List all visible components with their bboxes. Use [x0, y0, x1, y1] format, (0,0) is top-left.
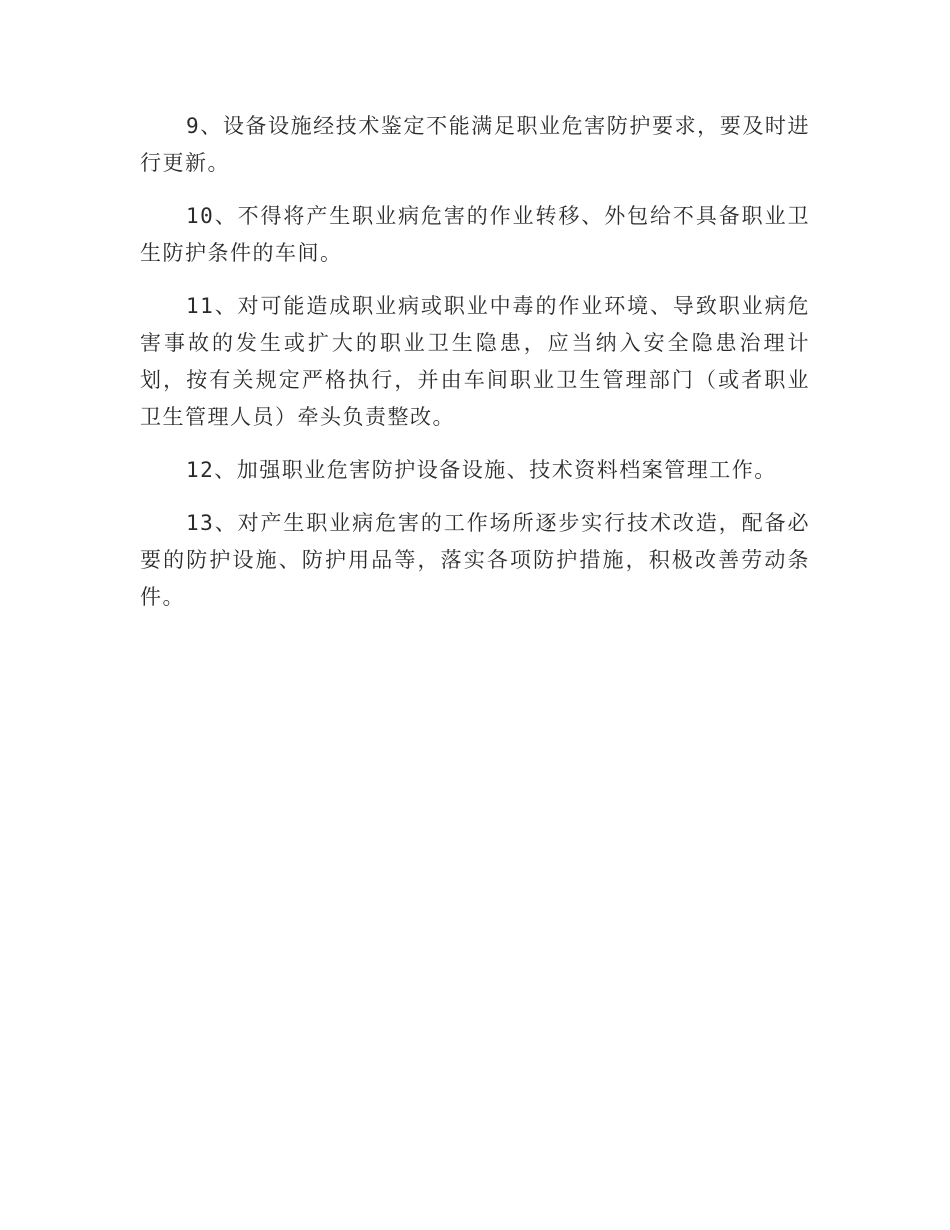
- paragraph-9: 9、设备设施经技术鉴定不能满足职业危害防护要求，要及时进行更新。: [140, 114, 810, 175]
- paragraph-10: 10、不得将产生职业病危害的作业转移、外包给不具备职业卫生防护条件的车间。: [140, 204, 810, 265]
- document-body: [140, 108, 810, 632]
- paragraph-12: 12、加强职业危害防护设备设施、技术资料档案管理工作。: [186, 458, 777, 482]
- paragraph-11: 11、对可能造成职业病或职业中毒的作业环境、导致职业病危害事故的发生或扩大的职业卫生隐患，应当纳入安全隐患治理计划，按有关规定严格执行，并由车间职业卫生管理部门（或者职业卫生管理人员）牵头负责整改。: [140, 294, 810, 429]
- paragraph-13: 13、对产生职业病危害的工作场所逐步实行技术改造，配备必要的防护设施、防护用品等，落实各项防护措施，积极改善劳动条件。: [140, 511, 810, 609]
